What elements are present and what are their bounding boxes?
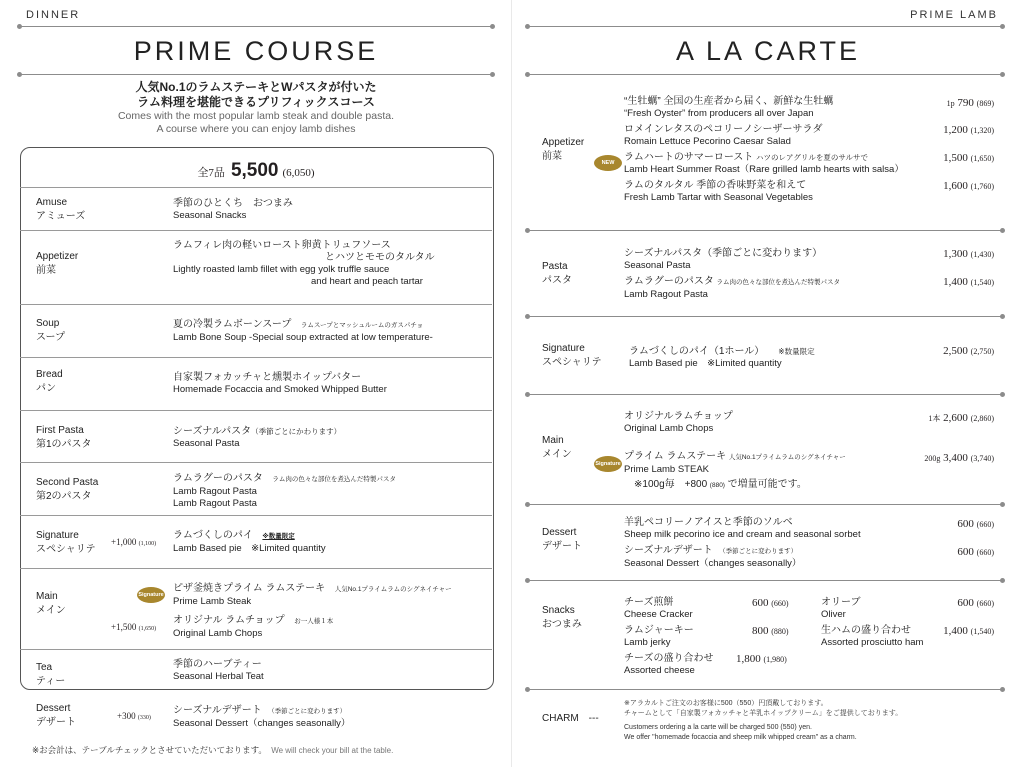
dish-note: お一人様１本 [294, 618, 334, 625]
category-en: Amuse [36, 197, 68, 208]
category-en: Snacks [542, 605, 575, 616]
category-en: Main [542, 435, 564, 446]
supplement-tax: (1,650) [138, 626, 157, 632]
dish-note: ラム肉の色々な部位を煮込んだ特製パスタ [716, 279, 840, 286]
limited-note: ※数量限定 [262, 533, 295, 540]
dish-jp: オリーブ [821, 597, 861, 608]
dish-en: Prime Lamb Steak [173, 596, 252, 607]
price-lamb-chops [928, 412, 994, 424]
separator [20, 410, 492, 411]
category-en: Main [36, 591, 58, 602]
price-value: 1,600 [943, 180, 968, 192]
dish-jp: 生ハムの盛り合わせ [821, 625, 911, 636]
price-prime-lamb-steak [924, 452, 994, 464]
dish-en: Seasonal Dessert（changes seasonally） [624, 558, 802, 569]
course-category-soup [36, 317, 65, 345]
charm-dash: --- [588, 713, 599, 724]
category-en: Soup [36, 318, 60, 329]
price-prosciutto [943, 625, 994, 637]
dish-jp: オリジナル ラムチョップ [173, 615, 285, 626]
charm-en-1: Customers ordering a la carte will be charged 500 (550) yen. [624, 724, 812, 731]
course-dish-signature [173, 530, 326, 555]
charm-note [624, 699, 902, 743]
total-price: 5,500 [230, 160, 279, 181]
category-en: Tea [36, 662, 53, 673]
price-value: 2,500 [943, 345, 968, 357]
course-total [0, 160, 512, 182]
price-lamb-ragout [943, 276, 994, 288]
price-value: 600 [752, 597, 769, 609]
total-tax: (6,050) [282, 167, 315, 179]
separator [20, 187, 492, 188]
charm-en-2: We offer "homemade focaccia and sheep milk whipped cream" as a charm. [624, 734, 857, 741]
dish-en: Seasonal Herbal Teat [173, 671, 264, 682]
dish-jp: プライム ラムステーキ [624, 451, 727, 462]
price-tax: (660) [771, 599, 789, 608]
separator [20, 515, 492, 516]
dish-jp: ラムづくしのパイ（1ホール） [629, 346, 760, 357]
course-category-main [36, 590, 66, 618]
menu-item-prosciutto [821, 625, 923, 649]
course-category-dessert [36, 702, 76, 730]
dish-en: Lamb Ragout Pasta [173, 486, 257, 497]
course-dish-bread [173, 372, 387, 396]
section-rule [528, 689, 1002, 690]
price-cheese-cracker [752, 597, 789, 609]
category-jp: アミューズ [36, 211, 86, 222]
dish-jp: シーズナルデザート [173, 705, 262, 716]
category-en: Signature [36, 530, 79, 541]
category-jp: 前菜 [36, 265, 56, 276]
dish-jp: ラムづくしのパイ [173, 530, 253, 541]
price-value: 600 [957, 518, 974, 530]
course-dish-tea [173, 659, 264, 683]
dish-jp: 季節のハーブティー [173, 659, 262, 670]
dish-en: Seasonal Pasta [173, 438, 240, 449]
upsize-note-text: ※100g毎 +800 [634, 479, 708, 490]
category-en: Second Pasta [36, 477, 99, 488]
corner-label-prime-lamb: PRIME LAMB [910, 9, 998, 21]
charm-jp-2: チャームとして「自家製フォカッチャと羊乳ホイップクリーム」をご提供しております。 [624, 710, 903, 717]
dish-jp: 羊乳ペコリーノアイスと季節のソルベ [624, 517, 793, 528]
price-olive [957, 597, 994, 609]
price-caesar-salad [943, 124, 994, 136]
title-rule [528, 74, 1002, 75]
course-dish-first-pasta [173, 426, 341, 450]
dish-jp: ラムジャーキー [624, 625, 694, 636]
category-jp: 第2のパスタ [36, 491, 92, 502]
price-tax: (660) [976, 599, 994, 608]
dish-jp: ラムハートのサマーロースト [624, 152, 754, 163]
category-en: Signature [542, 343, 585, 354]
price-tax: (880) [771, 627, 789, 636]
dish-en: Lamb Heart Summer Roast（Rare grilled lamb hearts with salsa） [624, 164, 904, 175]
total-label: 全7品 [197, 167, 225, 179]
supplement-tax: (1,100) [138, 541, 157, 547]
section-rule [528, 230, 1002, 231]
price-value: 600 [957, 597, 974, 609]
price-value: 600 [957, 546, 974, 558]
price-tax: (1,540) [970, 278, 994, 287]
dish-note: 人気No.1プライムラムのシグネイチャー [728, 454, 846, 461]
bill-footnote [32, 744, 393, 756]
category-jp: おつまみ [542, 619, 582, 630]
dish-en: Lamb Based pie ※Limited quantity [173, 543, 326, 554]
menu-item-olive [821, 597, 861, 621]
upsize-note-tax: (880) [709, 482, 725, 489]
category-en: Appetizer [36, 251, 79, 262]
dish-jp: ラムラグーのパスタ [173, 473, 263, 484]
footnote-jp: ※お会計は、テーブルチェックとさせていただいております。 [32, 745, 263, 755]
course-category-second-pasta [36, 476, 98, 504]
dish-note: （季節ごとに変わります） [271, 708, 347, 715]
dish-en: Lamb Ragout Pasta [624, 289, 708, 300]
price-tax: (869) [976, 99, 994, 108]
category-jp: ティー [36, 676, 66, 687]
category-en: Appetizer [542, 137, 585, 148]
dish-en: Original Lamb Chops [173, 628, 263, 639]
course-category-signature [36, 529, 96, 557]
page-title: A LA CARTE [675, 36, 861, 66]
dish-en: Cheese Cracker [624, 609, 693, 620]
price-tax: (1,430) [970, 250, 994, 259]
section-rule [528, 580, 1002, 581]
course-dish-appetizer [173, 240, 435, 288]
dish-note: （季節ごとにかわります） [251, 427, 342, 436]
price-assorted-cheese [736, 653, 787, 665]
price-tax: (3,740) [970, 454, 994, 463]
dish-jp: チーズ煎餅 [624, 597, 674, 608]
dish-jp-cont: とハツとモモのタルタル [325, 252, 435, 263]
dish-note: ハツのレアグリルを夏のサルサで [756, 153, 868, 162]
dish-jp: ロメインレタスのペコリーノシーザーサラダ [624, 124, 823, 135]
separator [20, 230, 492, 231]
category-en: Bread [36, 369, 63, 380]
intro-jp-line-1: 人気No.1のラムステーキとWパスタが付いた [135, 80, 377, 94]
menu-category-dessert [542, 526, 582, 554]
dish-en: Prime Lamb STEAK [624, 464, 709, 475]
category-en: First Pasta [36, 425, 84, 436]
menu-item-lamb-heart [624, 152, 904, 176]
menu-item-seasonal-pasta [624, 248, 822, 272]
section-rule [528, 316, 1002, 317]
dish-en: Assorted prosciutto ham [821, 637, 924, 648]
footnote-en: We will check your bill at the table. [271, 746, 394, 755]
menu-item-cheese-cracker [624, 597, 693, 621]
dish-note: （季節ごとに変わります） [722, 548, 798, 555]
limited-note: ※数量限定 [778, 347, 815, 356]
price-value: 800 [752, 625, 769, 637]
separator [20, 649, 492, 650]
dish-en: Romain Lettuce Pecorino Caesar Salad [624, 136, 791, 147]
page-title: PRIME COURSE [133, 36, 379, 66]
dish-en: Assorted cheese [624, 665, 695, 676]
dish-jp: シーズナルパスタ（季節ごとに変わります） [624, 248, 823, 259]
menu-category-appetizer [542, 136, 584, 164]
price-seasonal-pasta [943, 248, 994, 260]
menu-category-main [542, 434, 572, 462]
price-unit: 1本 [928, 414, 941, 423]
course-category-first-pasta [36, 424, 92, 452]
menu-item-lamb-jerky [624, 625, 694, 649]
dish-jp: “生牡蠣” 全国の生産者から届く、新鮮な生牡蠣 [624, 96, 834, 107]
dish-jp: 夏の冷製ラムボーンスープ [173, 319, 292, 330]
intro-en-line-2: A course where you can enjoy lamb dishes [156, 123, 356, 135]
section-rule [528, 394, 1002, 395]
price-tax: (2,860) [970, 414, 994, 423]
dish-en: Seasonal Pasta [624, 260, 691, 271]
price-value: 1,500 [943, 152, 968, 164]
price-unit: 200g [924, 454, 941, 463]
dish-en: Fresh Lamb Tartar with Seasonal Vegetables [624, 192, 813, 203]
dish-en-cont: and heart and peach tartar [311, 276, 423, 287]
price-value: 1,200 [943, 124, 968, 136]
price-value: 2,600 [943, 412, 968, 424]
menu-category-snacks [542, 604, 582, 632]
price-tax: (1,650) [970, 154, 994, 163]
price-fresh-oyster [947, 97, 994, 109]
top-rule [20, 26, 492, 27]
price-lamb-heart [943, 152, 994, 164]
price-tax: (1,760) [970, 182, 994, 191]
price-value: 790 [957, 97, 974, 109]
dish-en: Homemade Focaccia and Smoked Whipped Butter [173, 384, 387, 395]
course-category-tea [36, 661, 65, 689]
menu-item-fresh-oyster [624, 96, 833, 120]
price-lamb-jerky [752, 625, 789, 637]
menu-item-lamb-pie [629, 346, 815, 370]
dish-jp: ラムラグーのパスタ [624, 276, 714, 287]
dish-en: Oliver [821, 609, 846, 620]
menu-item-caesar-salad [624, 124, 822, 148]
supplement-price: +1,500 [111, 622, 137, 632]
price-value: 1,400 [943, 276, 968, 288]
category-jp: 第1のパスタ [36, 439, 92, 450]
separator [20, 357, 492, 358]
course-dish-main [173, 583, 452, 640]
supplement-price: +1,000 [111, 537, 137, 547]
dish-note: ラムスープとマッシュルームのガスパチョ [300, 322, 424, 329]
dish-note: 人気No.1プライムラムのシグネイチャー [334, 586, 452, 593]
price-tax: (2,750) [970, 347, 994, 356]
price-tax: (1,540) [970, 627, 994, 636]
new-badge: NEW [594, 155, 622, 171]
price-seasonal-dessert [957, 546, 994, 558]
price-unit: 1p [946, 99, 955, 108]
category-jp: 前菜 [542, 151, 562, 162]
charm-jp-1: ※アラカルトご注文のお客様に500（550）円頂戴しております。 [624, 700, 828, 707]
dish-en: Original Lamb Chops [624, 423, 714, 434]
price-value: 1,300 [943, 248, 968, 260]
price-value: 1,800 [736, 653, 761, 665]
price-pecorino-ice [957, 518, 994, 530]
course-category-amuse [36, 196, 85, 224]
dish-en: Seasonal Dessert（changes seasonally） [173, 718, 351, 729]
dish-en: Lightly roasted lamb fillet with egg yolk truffle sauce [173, 264, 390, 275]
course-dish-dessert [173, 705, 350, 730]
supplement-price: +300 [117, 711, 136, 721]
dish-note: ラム肉の色々な部位を煮込んだ特製パスタ [272, 476, 396, 483]
separator [20, 462, 492, 463]
course-dish-second-pasta [173, 473, 396, 510]
intro-en-line-1: Comes with the most popular lamb steak and double pasta. [117, 110, 395, 122]
upsize-note [634, 479, 807, 492]
category-en: Dessert [542, 527, 577, 538]
dish-en: “Fresh Oyster” from producers all over Japan [624, 108, 814, 119]
category-en: Pasta [542, 261, 568, 272]
main-supplement [111, 622, 156, 632]
dish-jp: 季節のひとくち おつまみ [173, 198, 293, 209]
category-jp: パスタ [542, 275, 572, 286]
price-lamb-pie [943, 345, 994, 357]
category-jp: スペシャリテ [542, 357, 602, 368]
separator [20, 568, 492, 569]
price-value: 3,400 [943, 452, 968, 464]
section-rule [528, 504, 1002, 505]
dish-jp: シーズナルデザート [624, 545, 713, 556]
charm-label-text: CHARM [542, 713, 579, 724]
course-category-bread [36, 368, 63, 396]
dessert-supplement [117, 711, 151, 721]
menu-item-lamb-chops [624, 411, 733, 435]
dish-jp: 自家製フォカッチャと燻製ホイップバター [173, 372, 362, 383]
course-intro [0, 80, 512, 136]
dish-en: Lamb jerky [624, 637, 671, 648]
dish-en: Lamb Bone Soup -Special soup extracted at low temperature- [173, 332, 433, 343]
category-jp: メイン [542, 449, 572, 460]
dish-jp: ラムフィレ肉の軽いロースト卵黄トリュフソース [173, 240, 391, 251]
course-dish-amuse [173, 198, 293, 222]
category-jp: パン [36, 383, 56, 394]
menu-item-lamb-ragout [624, 276, 840, 301]
menu-item-lamb-tartar [624, 180, 813, 204]
separator [20, 304, 492, 305]
upsize-note-end: で増量可能です。 [727, 479, 807, 490]
course-dish-soup [173, 319, 433, 344]
price-tax: (660) [976, 548, 994, 557]
category-jp: デザート [36, 717, 76, 728]
dish-jp: シーズナルパスタ [173, 426, 252, 437]
price-tax: (1,980) [763, 655, 787, 664]
dish-jp: ピザ釜焼きプライム ラムステーキ [173, 583, 326, 594]
dish-en: Sheep milk pecorino ice and cream and seasonal sorbet [624, 529, 861, 540]
dish-en: Lamb Ragout Pasta [173, 498, 257, 509]
corner-label-dinner: DINNER [26, 9, 81, 21]
course-category-appetizer [36, 250, 78, 278]
category-en: Dessert [36, 703, 71, 714]
price-tax: (660) [976, 520, 994, 529]
title-rule [20, 74, 492, 75]
supplement-tax: (330) [137, 715, 151, 721]
dish-jp: チーズの盛り合わせ [624, 653, 714, 664]
menu-item-prime-lamb-steak [624, 451, 846, 476]
a-la-carte-page [512, 0, 1024, 767]
top-rule [528, 26, 1002, 27]
signature-badge: Signature [594, 456, 622, 472]
charm-label [542, 712, 599, 726]
dish-en: Seasonal Snacks [173, 210, 247, 221]
category-jp: デザート [542, 541, 582, 552]
dish-en: Lamb Based pie ※Limited quantity [629, 358, 782, 369]
category-jp: メイン [36, 605, 66, 616]
menu-item-seasonal-dessert [624, 545, 801, 570]
menu-item-pecorino-ice [624, 517, 861, 541]
price-value: 1,400 [943, 625, 968, 637]
category-jp: スペシャリテ [36, 544, 96, 555]
menu-category-signature [542, 342, 602, 370]
dish-jp: ラムのタルタル 季節の香味野菜を和えて [624, 180, 807, 191]
price-lamb-tartar [943, 180, 994, 192]
signature-supplement [111, 537, 156, 547]
signature-badge: Signature [137, 587, 165, 603]
menu-item-assorted-cheese [624, 653, 714, 677]
menu-category-pasta [542, 260, 572, 288]
price-tax: (1,320) [970, 126, 994, 135]
dish-jp: オリジナルラムチョップ [624, 411, 733, 422]
intro-jp-line-2: ラム料理を堪能できるプリフィックスコース [137, 95, 375, 109]
category-jp: スープ [36, 332, 65, 343]
